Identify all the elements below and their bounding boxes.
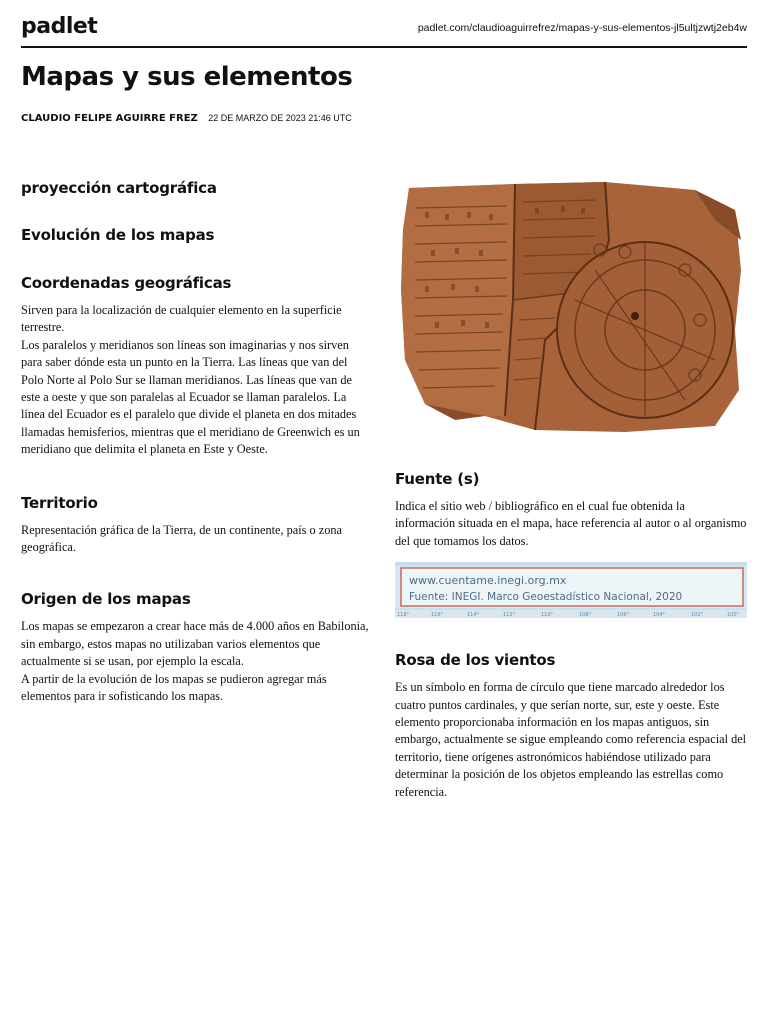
post-title: Evolución de los mapas: [21, 226, 215, 244]
page-title: Mapas y sus elementos: [21, 62, 353, 92]
post-territorio[interactable]: [21, 493, 373, 557]
tick-label: 112°: [503, 612, 516, 619]
post-body: Indica el sitio web / bibliográfico en el cual fue obtenida la información situada en el mapa, hace referencia al autor o al organismo del que tomamos los datos.: [395, 499, 747, 548]
inegi-url-text: www.cuentame.inegi.org.mx: [409, 574, 567, 588]
post-body: Los mapas se empezaron a crear hace más de 4.000 años en Babilonia, sin embargo, estos mapas no utilizaban varios elementos que actualmente si se usan, por ejemplo la escala. A partir de la evolución de los mapas se pudieron agregar más elementos para ir sofisticando los mapas.: [21, 619, 369, 704]
post-body: Sirven para la localización de cualquier elemento en la superficie terrestre. Los paralelos y meridianos son líneas son imaginarias y nos sirven para saber dónde esta un punto en la Tierra. Las líneas que van del Polo Norte al Polo Sur se llaman meridianos. Las líneas que van de este a oeste y que son paralelas al Ecuador se llaman paralelos. La línea del Ecuador es el paralelo que divide el planeta en dos mitades llamadas hemisferios, mientras que el meridiano de Greenwich es un meridiano que delimita el planeta en Este y Oeste.: [21, 303, 360, 457]
inegi-source-image[interactable]: [395, 562, 747, 618]
tick-label: 116°: [431, 612, 444, 619]
post-title: Fuente (s): [395, 470, 480, 488]
post-origen[interactable]: [21, 589, 373, 705]
post-fuente[interactable]: [395, 469, 747, 618]
babylonian-map-tablet-image[interactable]: [395, 180, 747, 434]
tick-label: 114°: [467, 612, 480, 619]
post-coordenadas[interactable]: [21, 273, 373, 459]
tick-label: 104°: [653, 612, 666, 619]
inegi-source-text: Fuente: INEGI. Marco Geoestadístico Nacional, 2020: [409, 591, 683, 604]
top-bar: [21, 14, 747, 48]
post-body: Representación gráfica de la Tierra, de un continente, país o zona geográfica.: [21, 522, 342, 555]
post-body: Es un símbolo en forma de círculo que tiene marcado alrededor los cuatro puntos cardinales, y que serían norte, sur, este y oeste. Este elemento proporcionaba información en los mapas antiguos, sin embargo, actualmente se sigue empleando como referencia espacial del territorio, tiene orígenes astronómicos habiéndose utilizado para determinar la posición de los objetos empleando las estrellas como referencia.: [395, 680, 747, 799]
post-rosa-vientos[interactable]: [395, 650, 747, 801]
tick-label: 118°: [397, 612, 410, 619]
post-title: Rosa de los vientos: [395, 651, 556, 670]
post-title: Territorio: [21, 493, 98, 512]
padlet-logo[interactable]: padlet: [21, 14, 98, 39]
right-column: [395, 180, 747, 801]
post-title: Coordenadas geográficas: [21, 274, 232, 292]
post-meta: [21, 108, 352, 126]
tick-label: 106°: [617, 612, 630, 619]
author-name: CLAUDIO FELIPE AGUIRRE FREZ: [21, 113, 198, 124]
publish-date: 22 DE MARZO DE 2023 21:46 UTC: [208, 113, 352, 123]
post-title: proyección cartográfica: [21, 179, 217, 197]
post-title: Origen de los mapas: [21, 590, 191, 609]
post-proyeccion[interactable]: [21, 178, 373, 198]
tick-label: 100°: [727, 612, 740, 619]
left-column: [21, 178, 373, 706]
post-evolucion[interactable]: [21, 225, 373, 245]
tick-label: 110°: [541, 612, 554, 619]
page-url[interactable]: padlet.com/claudioaguirrefrez/mapas-y-sus-elementos-jl5ultjzwtj2eb4w: [417, 22, 747, 34]
tick-label: 102°: [691, 612, 704, 619]
tick-label: 108°: [579, 612, 592, 619]
